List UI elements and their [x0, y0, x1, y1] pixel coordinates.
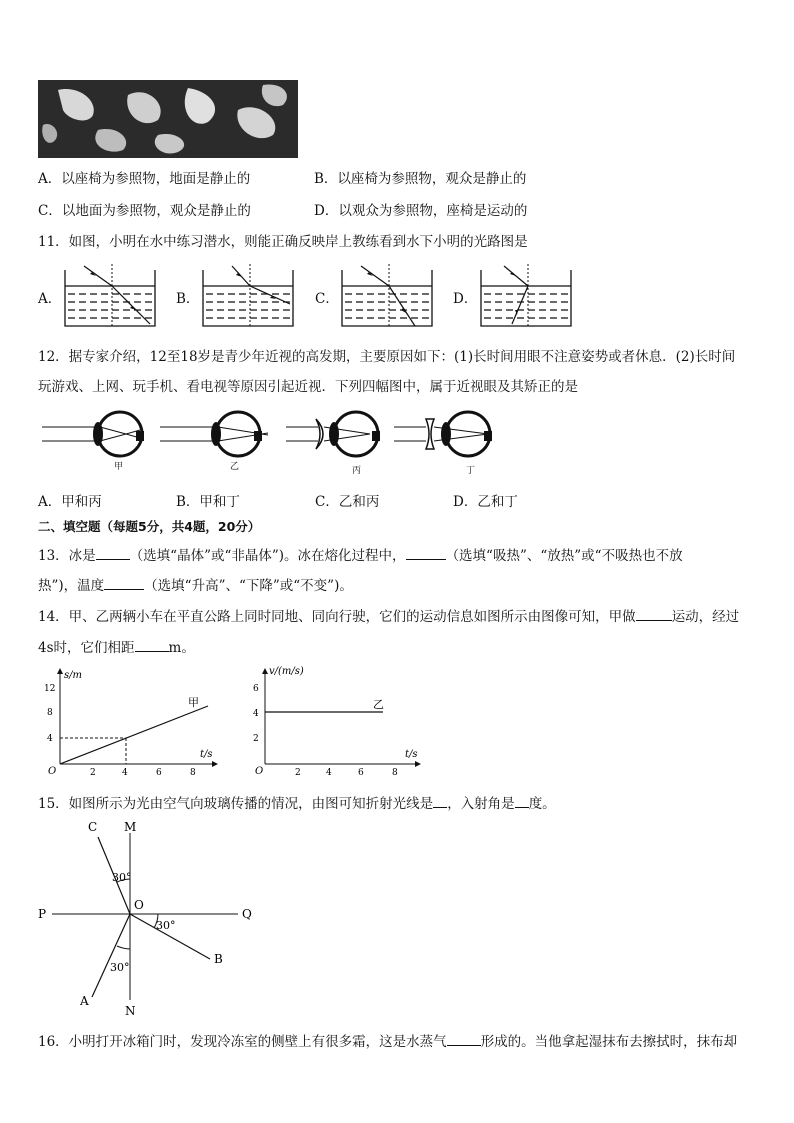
- q14-text-3: 4s时，它们相距: [38, 640, 135, 656]
- q11-label-c: C．: [315, 291, 339, 307]
- q12-option-c: C．乙和丙: [315, 494, 380, 510]
- q11-label-a: A．: [38, 291, 62, 307]
- point-n: N: [125, 1004, 136, 1018]
- graph1-ytick-8: 8: [47, 708, 53, 718]
- graph2-origin: O: [255, 766, 264, 777]
- angle-top: 30°: [112, 871, 132, 884]
- q13-text-2: （选填“晶体”或“非晶体”)。冰在熔化过程中，: [129, 548, 406, 564]
- graph2-xtick-8: 8: [392, 768, 398, 778]
- question-10-photo: [38, 80, 298, 158]
- eye-label-ding: 丁: [466, 466, 476, 476]
- q15-light-diagram: [30, 815, 270, 1025]
- q13-blank-3[interactable]: [104, 588, 144, 590]
- q12-stem-line2: 玩游戏、上网、玩手机、看电视等原因引起近视．下列四幅图中，属于近视眼及其矫正的是: [38, 379, 578, 395]
- q14-text-1: 14．甲、乙两辆小车在平直公路上同时同地、同向行驶，它们的运动信息如图所示由图像可知，甲做: [38, 609, 636, 625]
- graph1-xtick-2: 2: [90, 768, 96, 778]
- graph2-ylabel: v/(m/s): [269, 666, 304, 677]
- q10-option-c: C．以地面为参照物，观众是静止的: [38, 203, 251, 219]
- q11-diagram-b: [198, 262, 298, 330]
- q14-blank-1[interactable]: [636, 619, 672, 621]
- point-b: B: [214, 952, 223, 966]
- q14-text-2: 运动，经过: [671, 609, 740, 625]
- q12-stem-line1: 12．据专家介绍，12至18岁是青少年近视的高发期，主要原因如下：(1)长时间用眼不注意姿势或者休息．(2)长时间: [38, 349, 736, 365]
- graph1-xtick-6: 6: [156, 768, 162, 778]
- q12-option-a: A．甲和丙: [38, 494, 102, 510]
- q13-blank-1[interactable]: [96, 558, 130, 560]
- q16-text-2: 形成的。当他拿起湿抹布去擦拭时，抹布却: [480, 1034, 738, 1050]
- graph1-ylabel: s/m: [64, 670, 82, 681]
- q14-graph-v-t: [245, 664, 430, 779]
- q13-text-4: 热”)，温度: [38, 578, 105, 594]
- q12-option-b: B．甲和丁: [176, 494, 240, 510]
- graph1-xtick-4: 4: [122, 768, 128, 778]
- q11-diagram-d: [476, 262, 576, 330]
- q10-option-b: B．以座椅为参照物，观众是静止的: [314, 171, 527, 187]
- q13-text-1: 13．冰是: [38, 548, 96, 564]
- q13-line1: [38, 544, 683, 564]
- q10-option-d: D．以观众为参照物，座椅是运动的: [314, 203, 528, 219]
- q12-option-d: D．乙和丁: [453, 494, 518, 510]
- graph1-ytick-12: 12: [44, 684, 56, 694]
- q11-diagram-c: [337, 262, 437, 330]
- q11-label-b: B．: [176, 291, 200, 307]
- graph2-ytick-4: 4: [253, 709, 259, 719]
- eye-label-jia: 甲: [114, 462, 124, 472]
- q14-line1: [38, 605, 739, 625]
- graph2-xtick-2: 2: [295, 768, 301, 778]
- point-o: O: [134, 898, 144, 912]
- angle-bottom: 30°: [110, 961, 130, 974]
- angle-right: 30°: [156, 919, 176, 932]
- q11-stem: 11．如图，小明在水中练习潜水，则能正确反映岸上教练看到水下小明的光路图是: [38, 234, 528, 250]
- q11-diagram-a: [60, 262, 160, 330]
- point-q: Q: [242, 907, 252, 921]
- section-2-title: 二、填空题（每题5分，共4题，20分）: [38, 519, 261, 534]
- graph2-xtick-4: 4: [326, 768, 332, 778]
- point-m: M: [124, 820, 137, 834]
- q14-line2: [38, 636, 195, 656]
- graph2-ytick-2: 2: [253, 734, 259, 744]
- q15-text-2: ，入射角是: [447, 796, 515, 812]
- graph1-xtick-8: 8: [190, 768, 196, 778]
- q10-option-a: A．以座椅为参照物，地面是静止的: [38, 171, 251, 187]
- q15-blank-1[interactable]: [433, 806, 447, 808]
- eye-label-yi: 乙: [230, 462, 240, 472]
- q13-blank-2[interactable]: [406, 558, 446, 560]
- eye-diagram-jia: [42, 412, 144, 456]
- graph2-xtick-6: 6: [358, 768, 364, 778]
- q13-text-3: （选填“吸热”、“放热”或“不吸热也不放: [445, 548, 683, 564]
- graph1-line-label: 甲: [188, 696, 199, 709]
- point-a: A: [80, 994, 89, 1008]
- q16-line1: [38, 1030, 737, 1050]
- point-c: C: [88, 820, 98, 834]
- q16-blank-1[interactable]: [447, 1044, 481, 1046]
- q15-text-1: 15．如图所示为光由空气向玻璃传播的情况，由图可知折射光线是: [38, 796, 434, 812]
- q16-text-1: 16．小明打开冰箱门时，发现冷冻室的侧壁上有很多霜，这是水蒸气: [38, 1034, 447, 1050]
- q13-text-5: （选填“升高”、“下降”或“不变”)。: [144, 578, 353, 594]
- graph1-origin: O: [48, 766, 57, 777]
- q15-stem: [38, 792, 556, 812]
- graph1-xlabel: t/s: [200, 749, 213, 760]
- q15-text-3: 度。: [528, 796, 556, 812]
- q13-line2: [38, 574, 353, 594]
- q15-blank-2[interactable]: [515, 806, 529, 808]
- graph2-line-label: 乙: [373, 698, 384, 711]
- q11-label-d: D．: [453, 291, 478, 307]
- graph2-ytick-6: 6: [253, 684, 259, 694]
- point-p: P: [38, 907, 47, 921]
- q12-eye-diagrams: [40, 405, 510, 477]
- graph1-ytick-4: 4: [47, 734, 53, 744]
- graph1-line-jia: [60, 706, 208, 764]
- q14-text-4: m。: [168, 640, 195, 656]
- q14-graph-s-t: [40, 664, 225, 779]
- q14-blank-2[interactable]: [135, 650, 169, 652]
- eye-label-bing: 丙: [352, 466, 362, 476]
- graph2-xlabel: t/s: [405, 749, 418, 760]
